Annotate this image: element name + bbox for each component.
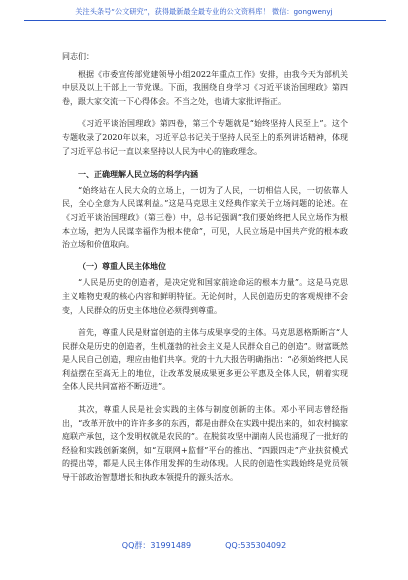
paragraph-4: “人民是历史的创造者，是决定党和国家前途命运的根本力量”。这是马克思主义唯物史观的核心内容和鲜明特征。无论何时，人民创造历史的客观规律不会变，人民群众的历史主体地位必须得到尊重。 bbox=[62, 278, 348, 315]
paragraph-6: 其次，尊重人民是社会实践的主体与制度创新的主体。邓小平同志曾经指出，“改革开放中的许许多多的东西，都是由群众在实践中提出来的，如农村搞家庭联产承包，这个发明权就是农民的”。在脱贫攻坚中湖南人民也涌现了一批好的经验和实践创新案例，如“互联网+监督”平台的推出、“四跟四走”产业扶贫模式的提出等，都是人民主体作用发挥的生动体现。人民的创造性实践始终是党员领导干部政治智慧增长和执政本领提升的源头活水。 bbox=[62, 405, 348, 483]
greeting: 同志们： bbox=[62, 52, 94, 61]
header-banner: 关注头条号“公文研究”，获得最新最全最专业的公文资料库！ 微信：gongwenyj bbox=[75, 7, 333, 16]
footer-qq-number: QQ:535304092 bbox=[225, 541, 287, 550]
footer-contact bbox=[0, 540, 408, 551]
section-heading-1: 一、正确理解人民立场的科学内涵 bbox=[78, 170, 198, 180]
paragraph-3: “始终站在人民大众的立场上，一切为了人民，一切相信人民，一切依靠人民，全心全意为人民谋利益。”这是马克思主义经典作家关于立场问题的论述。在《习近平谈治国理政》（第三卷）中，总书记强调“我们要始终把人民立场作为根本立场，把为人民谋幸福作为根本使命”，可见，人民立场是中国共产党的根本政治立场和价值取向。 bbox=[62, 185, 348, 250]
footer-qq-group: QQ群：31991489 bbox=[121, 541, 192, 550]
subsection-heading-1: （一）尊重人民主体地位 bbox=[78, 261, 166, 271]
paragraph-5: 首先，尊重人民是财富创造的主体与成果享受的主体。马克思恩格斯断言“人民群众是历史的创造者，生机蓬勃的社会主义是人民群众自己的创造”。财富既然是人民自己创造，理应由他们共享。党的十九大报告明确指出：“必须始终把人民利益摆在至高无上的地位，让改革发展成果更多更公平惠及全体人民，朝着实现全体人民共同富裕不断迈进”。 bbox=[62, 328, 348, 392]
header-divider bbox=[24, 20, 386, 21]
intro-paragraph: 根据《市委宣传部党建领导小组2022年重点工作》安排，由我今天为部机关中层及以上干部上一节党课。下面，我围绕自身学习《习近平谈治国理政》第四卷，跟大家交流一下心得体会。不当之处，也请大家批评指正。 bbox=[62, 69, 348, 106]
document-body bbox=[62, 50, 348, 485]
paragraph-2: 《习近平谈治国理政》第四卷，第三个专题就是“始终坚持人民至上”。这个专题收录了2020年以来，习近平总书记关于坚持人民至上的系列讲话精神，体现了习近平总书记一直以来坚持以人民为中心的施政理念。 bbox=[62, 119, 348, 156]
